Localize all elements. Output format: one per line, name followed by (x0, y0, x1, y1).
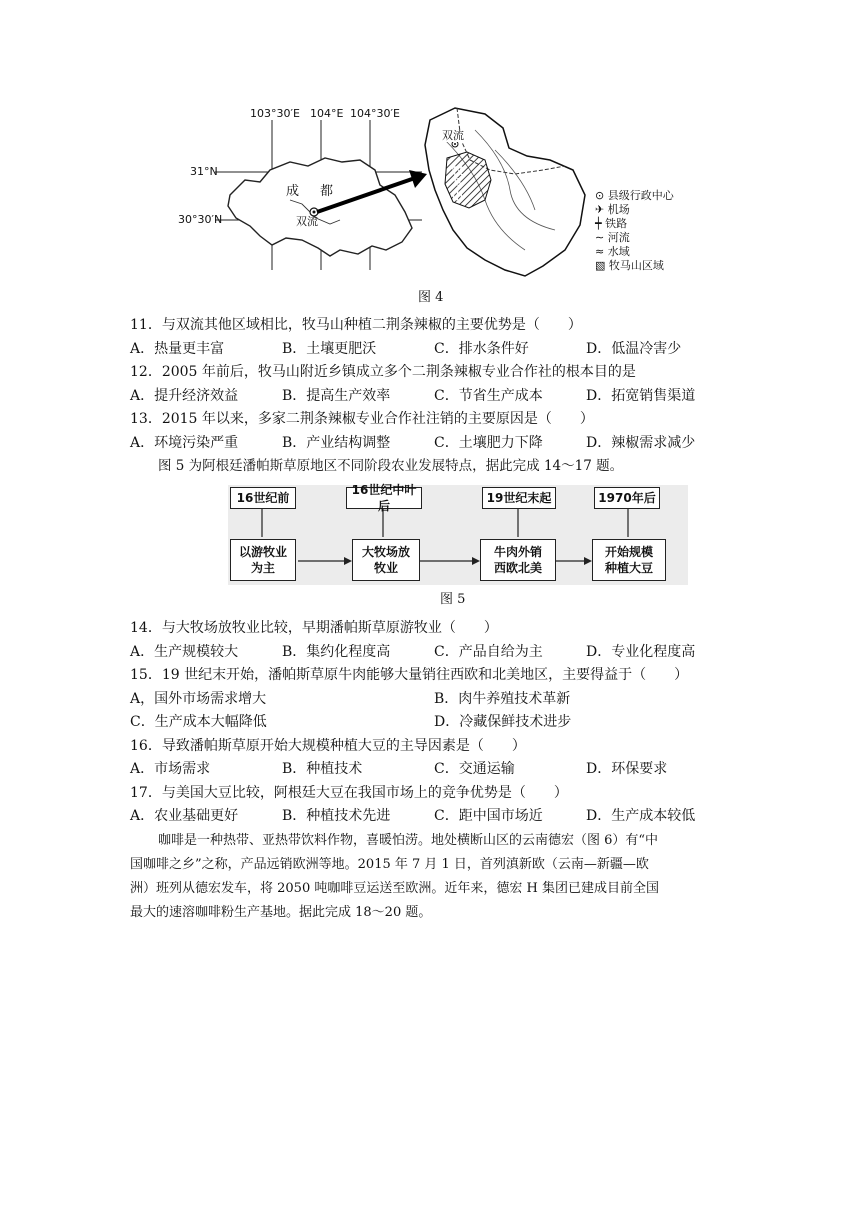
legend-label: 铁路 (605, 217, 628, 230)
water-area-icon: ≈ (595, 245, 605, 258)
airport-icon: ✈ (595, 203, 605, 216)
figure-4-caption: 图 4 (418, 290, 444, 305)
question-13-option-d: D．辣椒需求减少 (586, 435, 696, 451)
question-16-option-b: B．种植技术 (282, 761, 363, 777)
period-box: 19世纪末起 (482, 487, 556, 509)
passage-line: 洲）班列从德宏发车，将 2050 吨咖啡豆运送至欧洲。近年来，德宏 H 集团已建成目前全国 (130, 881, 659, 896)
question-15-option-c: C．生产成本大幅降低 (130, 714, 267, 730)
lat-label-2: 30°30′N (178, 213, 223, 226)
lat-label-1: 31°N (190, 165, 218, 178)
question-14-stem: 14．与大牧场放牧业比较，早期潘帕斯草原游牧业（ ） (130, 620, 498, 636)
question-14-option-a: A．生产规模较大 (130, 644, 239, 660)
shuangliu-label-small: 双流 (296, 215, 318, 228)
question-14-option-c: C．产品自给为主 (434, 644, 543, 660)
passage-line: 国咖啡之乡”之称，产品远销欧洲等地。2015 年 7 月 1 日，首列滇新欧（云南—新疆—欧 (130, 857, 649, 872)
question-11-option-b: B．土壤更肥沃 (282, 341, 377, 357)
question-13-option-a: A．环境污染严重 (130, 435, 239, 451)
figure-5-caption: 图 5 (440, 592, 466, 607)
question-13-stem: 13．2015 年以来，多家二荆条辣椒专业合作社注销的主要原因是（ ） (130, 411, 594, 427)
question-16-option-a: A．市场需求 (130, 761, 211, 777)
question-16-stem: 16．导致潘帕斯草原开始大规模种植大豆的主导因素是（ ） (130, 738, 526, 754)
question-14-option-b: B．集约化程度高 (282, 644, 391, 660)
stage-line: 牛肉外销 (493, 545, 542, 559)
legend-label: 县级行政中心 (607, 189, 674, 202)
shuangliu-map (415, 100, 590, 285)
figure-5 (228, 485, 688, 585)
stage-line: 以游牧业 (238, 545, 287, 559)
map-legend (595, 190, 705, 280)
shuangliu-label-big: 双流 (442, 129, 464, 142)
stage-line: 开始规模 (604, 545, 653, 559)
question-11-stem: 11．与双流其他区域相比，牧马山种植二荆条辣椒的主要优势是（ ） (130, 317, 582, 333)
question-16-option-c: C．交通运输 (434, 761, 515, 777)
lon-label-2: 104°E (310, 107, 344, 120)
mumashan-mark: 牧马山 (452, 164, 463, 203)
stage-line: 大牧场放 (361, 545, 410, 559)
question-17-option-d: D．生产成本较低 (586, 808, 696, 824)
lon-label-1: 103°30′E (250, 107, 300, 120)
period-box: 16世纪前 (230, 487, 296, 509)
stage-line: 种植大豆 (604, 561, 653, 575)
question-15-option-a: A，国外市场需求增大 (130, 691, 267, 707)
city-char-du: 都 (320, 184, 334, 199)
river-icon: ∼ (595, 231, 605, 244)
question-12-stem: 12．2005 年前后，牧马山附近乡镇成立多个二荆条辣椒专业合作社的根本目的是 (130, 364, 636, 380)
question-14-option-d: D．专业化程度高 (586, 644, 696, 660)
question-13-option-b: B．产业结构调整 (282, 435, 391, 451)
legend-label: 牧马山区域 (608, 259, 664, 272)
question-15-stem: 15．19 世纪末开始，潘帕斯草原牛肉能够大量销往西欧和北美地区，主要得益于（ ） (130, 667, 689, 683)
lon-label-3: 104°30′E (350, 107, 400, 120)
stage-box (230, 539, 296, 581)
period-box: 1970年后 (594, 487, 660, 509)
question-15-option-b: B．肉牛养殖技术革新 (434, 691, 571, 707)
railway-icon: ┿ (595, 217, 602, 230)
stage-line: 牧业 (373, 561, 398, 575)
question-17-option-c: C．距中国市场近 (434, 808, 543, 824)
question-17-stem: 17．与美国大豆比较，阿根廷大豆在我国市场上的竞争优势是（ ） (130, 785, 568, 801)
question-11-option-c: C．排水条件好 (434, 341, 529, 357)
legend-label: 水域 (607, 245, 630, 258)
question-11-option-d: D．低温冷害少 (586, 341, 682, 357)
stage-box (480, 539, 556, 581)
hatch-area-icon: ▧ (595, 259, 606, 272)
legend-label: 机场 (607, 203, 630, 216)
question-17-option-b: B．种植技术先进 (282, 808, 391, 824)
legend-label: 河流 (607, 231, 630, 244)
question-12-option-d: D．拓宽销售渠道 (586, 388, 696, 404)
passage-line: 最大的速溶咖啡粉生产基地。据此完成 18～20 题。 (130, 905, 432, 920)
county-center-icon: ⊙ (595, 189, 605, 202)
question-12-option-c: C．节省生产成本 (434, 388, 543, 404)
stage-line: 为主 (250, 561, 275, 575)
figure-4 (178, 100, 690, 285)
stage-box (352, 539, 420, 581)
stage-line: 西欧北美 (493, 561, 542, 575)
passage-line: 咖啡是一种热带、亚热带饮料作物，喜暖怕涝。地处横断山区的云南德宏（图 6）有“中 (158, 833, 659, 848)
period-box: 16世纪中叶后 (346, 487, 422, 509)
stage-box (592, 539, 666, 581)
question-16-option-d: D．环保要求 (586, 761, 668, 777)
city-char-cheng: 成 (286, 184, 300, 199)
question-15-option-d: D．冷藏保鲜技术进步 (434, 714, 572, 730)
question-17-option-a: A．农业基础更好 (130, 808, 239, 824)
question-13-option-c: C．土壤肥力下降 (434, 435, 543, 451)
question-12-option-a: A．提升经济效益 (130, 388, 239, 404)
question-12-option-b: B．提高生产效率 (282, 388, 391, 404)
figure-5-intro: 图 5 为阿根廷潘帕斯草原地区不同阶段农业发展特点，据此完成 14～17 题。 (158, 458, 624, 474)
question-11-option-a: A．热量更丰富 (130, 341, 225, 357)
